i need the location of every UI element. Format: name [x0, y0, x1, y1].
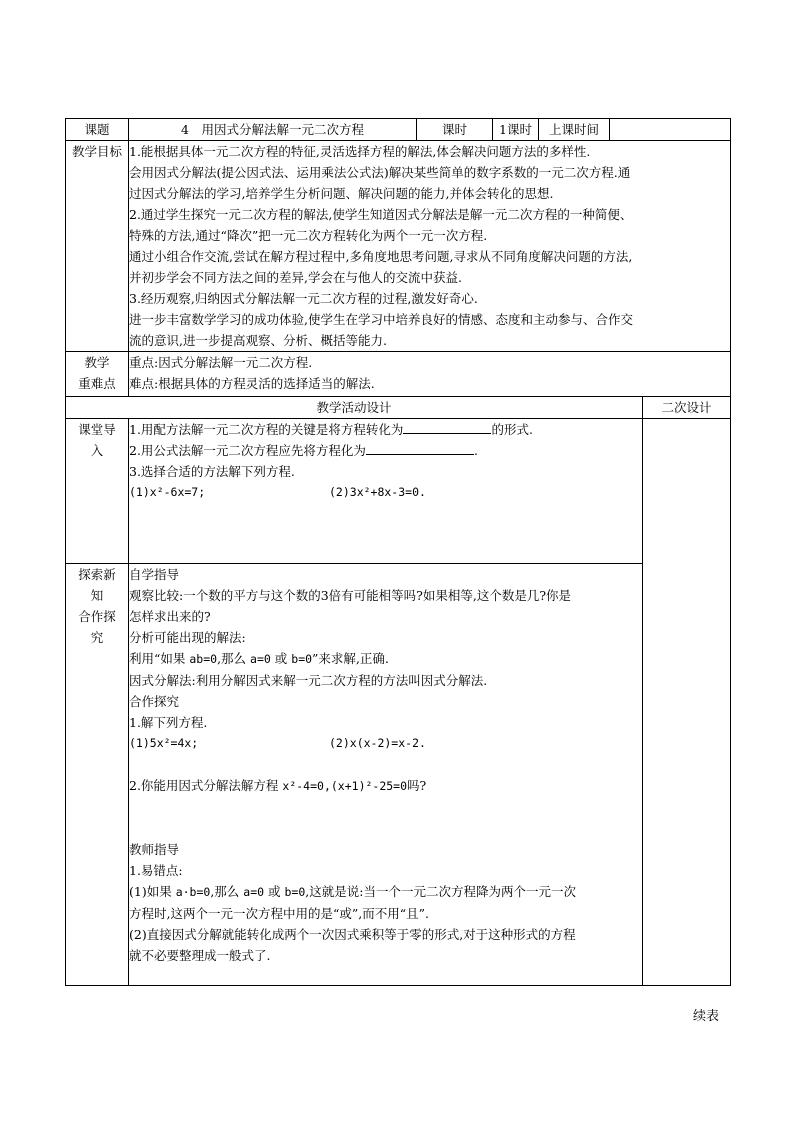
mistake-2-line-2: 就不必要整理成一般式了.	[129, 948, 271, 963]
explore-content	[129, 564, 643, 986]
mistake-1-line-2: 方程时,这两个一元一次方程中用的是“或”,而不用“且”.	[129, 906, 429, 921]
intro-row	[66, 419, 731, 564]
objective-line: 1.能根据具体一元二次方程的特征,灵活选择方程的解法,体会解决问题方法的多样性.	[129, 144, 591, 159]
key-points-label: 教学 重难点	[66, 352, 129, 397]
solve-title: 1.解下列方程.	[129, 715, 208, 730]
intro-question-2: 2.用公式法解一元二次方程应先将方程化为 .	[129, 440, 642, 461]
objective-line: 通过小组合作交流,尝试在解方程过程中,多角度地思考问题,寻求从不同角度解决问题的方法,	[129, 249, 633, 264]
factor-question: 2.你能用因式分解法解方程 x²-4=0,(x+1)²-25=0吗?	[129, 778, 427, 793]
objective-line: 进一步丰富数学学习的成功体验,使学生在学习中培养良好的情感、态度和主动参与、合作交	[129, 312, 633, 327]
secondary-design-heading: 二次设计	[643, 397, 731, 419]
objective-line: 过因式分解法的学习,培养学生分析问题、解决问题的能力,并体会转化的思想.	[129, 186, 554, 201]
objective-line: 会用因式分解法(提公因式法、运用乘法公式法)解决某些简单的数字系数的一元二次方程.通	[129, 165, 631, 180]
mistakes-heading: 1.易错点:	[129, 863, 183, 878]
class-time-value	[610, 119, 731, 141]
explore-label: 探索新 知 合作探 究	[66, 564, 129, 986]
teacher-guide-heading: 教师指导	[129, 842, 180, 857]
key-point: 重点:因式分解法解一元二次方程.	[129, 355, 313, 370]
key-points-row	[66, 352, 731, 397]
analysis-line: 分析可能出现的解法:	[129, 630, 246, 645]
activity-header-row	[66, 397, 731, 419]
key-points-content	[129, 352, 731, 397]
activity-design-heading: 教学活动设计	[66, 397, 643, 419]
difficulty-point: 难点:根据具体的方程灵活的选择适当的解法.	[129, 376, 375, 391]
objective-line: 3.经历观察,归纳因式分解法解一元二次方程的过程,激发好奇心.	[129, 291, 478, 306]
intro-question-1: 1.用配方法解一元二次方程的关键是将方程转化为 的形式.	[129, 419, 642, 440]
header-row	[66, 119, 731, 141]
period-label: 课时	[417, 119, 493, 141]
intro-equations: (1)x²-6x=7; (2)3x²+8x-3=0.	[129, 485, 426, 499]
objective-line: 特殊的方法,通过“降次”把一元二次方程转化为两个一元一次方程.	[129, 228, 488, 243]
definition-line: 因式分解法:利用分解因式来解一元二次方程的方法叫因式分解法.	[129, 673, 488, 688]
class-time-label: 上课时间	[539, 119, 610, 141]
intro-content	[129, 419, 643, 564]
rule-line: 利用“如果 ab=0,那么 a=0 或 b=0”来求解,正确.	[129, 651, 389, 666]
objective-line: 2.通过学生探究一元二次方程的解法,使学生知道因式分解法是解一元二次方程的一种简便、	[129, 207, 633, 222]
objectives-label: 教学目标	[66, 141, 129, 352]
intro-label: 课堂导 入	[66, 419, 129, 564]
lesson-plan-table	[65, 118, 731, 986]
period-value: 1课时	[493, 119, 539, 141]
self-guide-heading: 自学指导	[129, 567, 180, 582]
coop-heading: 合作探究	[129, 694, 180, 709]
intro-question-3: 3.选择合适的方法解下列方程.	[129, 464, 295, 479]
objective-line: 流的意识,进一步提高观察、分析、概括等能力.	[129, 333, 387, 348]
objective-line: 并初步学会不同方法之间的差异,学会在与他人的交流中获益.	[129, 270, 462, 285]
topic-label: 课题	[66, 119, 129, 141]
explore-equations: (1)5x²=4x; (2)x(x-2)=x-2.	[129, 736, 426, 750]
mistake-2-line-1: (2)直接因式分解就能转化成两个一次因式乘积等于零的形式,对于这种形式的方程	[129, 927, 576, 942]
objectives-row	[66, 141, 731, 352]
explore-row	[66, 564, 731, 986]
secondary-design-cell	[643, 419, 731, 986]
continued-label: 续表	[693, 1009, 720, 1024]
compare-line: 观察比较:一个数的平方与这个数的3倍有可能相等吗?如果相等,这个数是几?你是	[129, 588, 572, 603]
objectives-content	[129, 141, 731, 352]
topic-value: 4 用因式分解法解一元二次方程	[129, 119, 417, 141]
mistake-1-line-1: (1)如果 a·b=0,那么 a=0 或 b=0,这就是说:当一个一元二次方程降为两个一元一次	[129, 884, 576, 899]
compare-line: 怎样求出来的?	[129, 609, 211, 624]
